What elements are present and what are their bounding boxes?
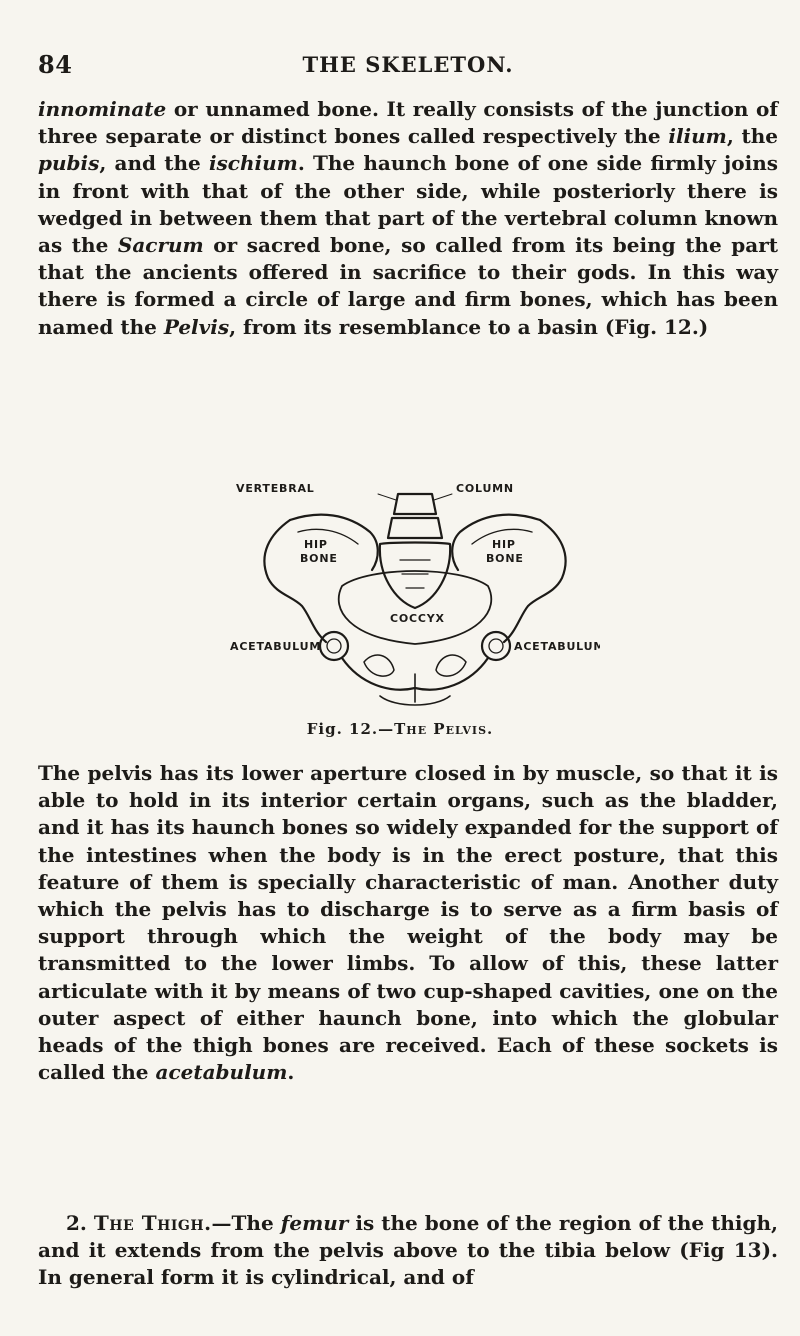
text-run: , and the xyxy=(99,151,209,176)
term-innominate: innominate xyxy=(38,97,167,121)
text-run: —The xyxy=(211,1211,281,1235)
text-run: is the bone of the region of the thigh, and it extends from the pelvis above to the tibia below (Fig 13). In general form it is cylindrical, and of xyxy=(38,1211,779,1290)
term-pelvis: Pelvis xyxy=(163,314,230,339)
label-bone-right: BONE xyxy=(486,552,524,565)
term-ilium: ilium xyxy=(668,124,727,149)
section-title-thigh: The Thigh. xyxy=(93,1211,212,1235)
paragraph-thigh xyxy=(38,1210,778,1292)
term-pubis: pubis xyxy=(38,151,100,176)
label-column: COLUMN xyxy=(456,482,514,495)
paragraph-innominate xyxy=(38,96,778,341)
label-acetabulum-left: ACETABULUM xyxy=(230,640,322,653)
term-acetabulum: acetabulum xyxy=(155,1060,288,1085)
text-run: . xyxy=(287,1060,295,1085)
pelvis-figure xyxy=(230,474,600,714)
text-run: , the xyxy=(726,124,778,149)
label-acetabulum-right: ACETABULUM xyxy=(514,640,600,653)
label-hip-left: HIP xyxy=(304,538,328,551)
label-vertebral: VERTEBRAL xyxy=(236,482,315,495)
term-sacrum: Sacrum xyxy=(117,233,204,258)
term-femur: femur xyxy=(280,1211,349,1235)
text-run: or sacred bone, so called from its being the part that the ancients offered in sacrifice to their gods. In this way there is formed a circle of large and firm bones, which has been named the xyxy=(38,233,778,339)
pelvis-illustration xyxy=(230,474,600,714)
text-run: . The haunch bone of one side firmly joins in front with that of the other side, while posteriorly there is wedged in between them that part of the vertebral column known as the xyxy=(38,151,778,258)
page-header xyxy=(38,50,778,86)
running-head: THE SKELETON. xyxy=(302,52,514,77)
label-bone-left: BONE xyxy=(300,552,338,565)
text-run: or unnamed bone. It really consists of the junction of three separate or distinct bones called respectively the xyxy=(38,97,778,149)
text-run: , from its resemblance to a basin (Fig. 12.) xyxy=(229,314,709,339)
page-number: 84 xyxy=(38,50,73,79)
paragraph-pelvis-function xyxy=(38,760,778,1086)
term-ischium: ischium xyxy=(208,151,298,176)
figure-caption xyxy=(0,720,800,738)
caption-title: The Pelvis. xyxy=(394,720,494,738)
label-coccyx: COCCYX xyxy=(390,612,445,625)
section-number: 2. xyxy=(66,1211,94,1235)
text-run: The pelvis has its lower aperture closed in by muscle, so that it is able to hold in its interior certain organs, such as the bladder, and it has its haunch bones so widely expanded for the support of the intestines when the body is in the erect posture, that this feature of them is specially characteristic of man. Another duty which the pelvis has to discharge is to serve as a firm basis of support through which the weight of the body may be transmitted to the lower limbs. To allow of this, these latter articulate with it by means of two cup-shaped cavities, one on the outer aspect of either haunch bone, into which the globular heads of the thigh bones are received. Each of these sockets is called the xyxy=(38,761,778,1085)
label-hip-right: HIP xyxy=(492,538,516,551)
caption-prefix: Fig. 12.— xyxy=(306,720,395,738)
